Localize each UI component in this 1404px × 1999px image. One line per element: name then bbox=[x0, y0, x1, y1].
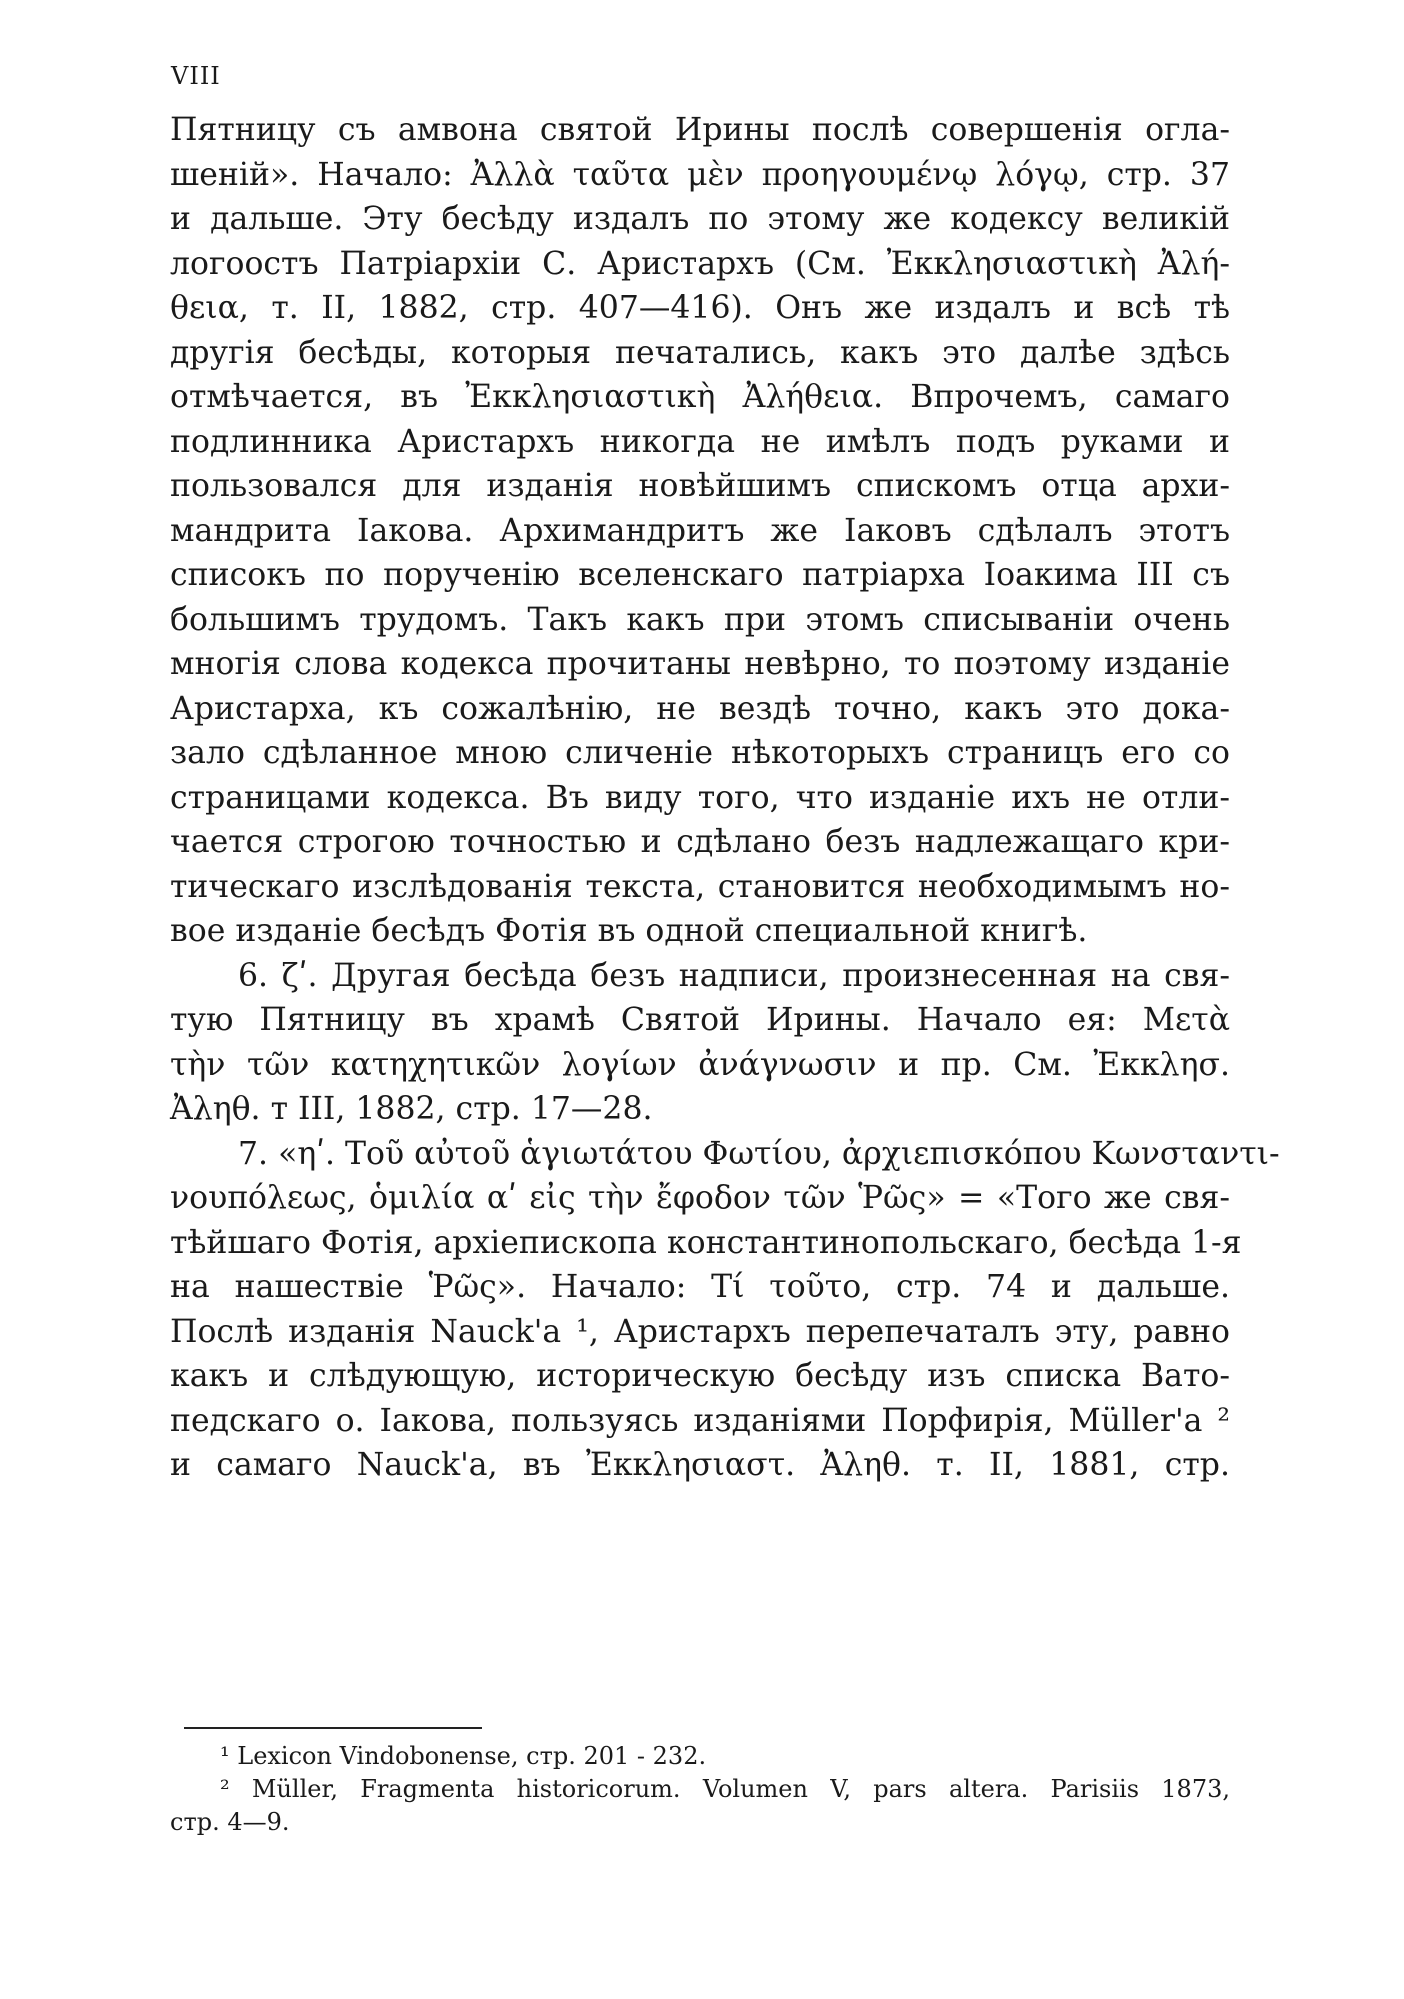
text-line: страницами кодекса. Въ виду того, что изданіе ихъ не отли- bbox=[170, 779, 1230, 816]
text-line: Аристарха, къ сожалѣнію, не вездѣ точно, какъ это дока- bbox=[170, 690, 1230, 727]
paragraph-7-start: 7. «ηʹ. Τοῦ αὐτοῦ ἁγιωτάτου Φωτίου, ἀρχιεπισκόπου Κωνσταντι- bbox=[238, 1135, 1280, 1172]
footnote-1: ¹ Lexicon Vindobonense, стр. 201 - 232. bbox=[220, 1742, 707, 1770]
footnote-2-continuation: стр. 4—9. bbox=[170, 1808, 290, 1836]
text-line: τὴν τῶν κατηχητικῶν λογίων ἀνάγνωσιν и пр. См. Ἐκκλησ. bbox=[170, 1046, 1230, 1083]
text-line: и самаго Nauck'a, въ Ἐκκλησιαστ. Ἀληθ. т. II, 1881, стр. bbox=[170, 1447, 1230, 1483]
text-line: на нашествіе Ῥῶς». Начало: Τί τοῦτο, стр. 74 и дальше. bbox=[170, 1269, 1230, 1305]
footnotes bbox=[170, 1740, 1230, 1839]
text-line: отмѣчается, въ Ἐκκλησιαστικὴ Ἀλήθεια. Впрочемъ, самаго bbox=[170, 379, 1230, 415]
text-line: какъ и слѣдующую, историческую бесѣду изъ списка Вато- bbox=[170, 1358, 1230, 1394]
text-line: и дальше. Эту бесѣду издалъ по этому же кодексу великій bbox=[170, 201, 1230, 237]
text-line: Послѣ изданія Nauck'a ¹, Аристархъ перепечаталъ эту, равно bbox=[170, 1313, 1230, 1350]
main-text bbox=[170, 108, 1280, 1488]
text-line: пользовался для изданія новѣйшимъ спискомъ отца архи- bbox=[170, 468, 1230, 504]
text-line: многія слова кодекса прочитаны невѣрно, то поэтому изданіе bbox=[170, 646, 1230, 682]
paragraph-6-start: 6. ζʹ. Другая бесѣда безъ надписи, произнесенная на свя- bbox=[238, 957, 1230, 994]
text-line: тѣйшаго Фотія, архіепископа константинопольскаго, бесѣда 1-я bbox=[170, 1224, 1242, 1261]
text-line: νουπόλεως, ὁμιλία αʹ εἰς τὴν ἔφοδον τῶν Ῥῶς» = «Того же свя- bbox=[170, 1180, 1230, 1216]
text-line: подлинника Аристархъ никогда не имѣлъ подъ руками и bbox=[170, 423, 1230, 460]
text-line: списокъ по порученію вселенскаго патріарха Іоакима III съ bbox=[170, 557, 1230, 593]
footnote-2: ² Müller, Fragmenta historicorum. Volumen V, pars altera. Parisiis 1873, bbox=[220, 1775, 1230, 1803]
page-number: VIII bbox=[171, 62, 221, 90]
text-line: Ἀληθ. т III, 1882, стр. 17—28. bbox=[170, 1091, 653, 1127]
footnote-divider bbox=[184, 1727, 482, 1729]
text-line: шеній». Начало: Ἀλλὰ ταῦτα μὲν προηγουμένῳ λόγῳ, стр. 37 bbox=[170, 156, 1230, 193]
text-line: другія бесѣды, которыя печатались, какъ это далѣе здѣсь bbox=[170, 334, 1230, 371]
text-line: большимъ трудомъ. Такъ какъ при этомъ списываніи очень bbox=[170, 601, 1230, 638]
text-line: мандрита Іакова. Архимандритъ же Іаковъ сдѣлалъ этотъ bbox=[170, 512, 1230, 549]
text-line: чается строгою точностью и сдѣлано безъ надлежащаго кри- bbox=[170, 824, 1230, 860]
text-line: θεια, т. II, 1882, стр. 407—416). Онъ же издалъ и всѣ тѣ bbox=[170, 290, 1230, 326]
text-line: зало сдѣланное мною сличеніе нѣкоторыхъ страницъ его со bbox=[170, 735, 1230, 771]
text-line: вое изданіе бесѣдъ Фотія въ одной специальной книгѣ. bbox=[170, 913, 1088, 949]
text-line: тическаго изслѣдованія текста, становится необходимымъ но- bbox=[170, 868, 1230, 905]
text-line: Пятницу съ амвона святой Ирины послѣ совершенія огла- bbox=[170, 112, 1230, 148]
text-line: педскаго о. Іакова, пользуясь изданіями Порфирія, Müller'a ² bbox=[170, 1402, 1230, 1439]
text-line: логоостъ Патріархіи С. Аристархъ (См. Ἐκκλησιαστικὴ Ἀλή- bbox=[170, 245, 1230, 282]
text-line: тую Пятницу въ храмѣ Святой Ирины. Начало ея: Μετὰ bbox=[170, 1002, 1230, 1038]
